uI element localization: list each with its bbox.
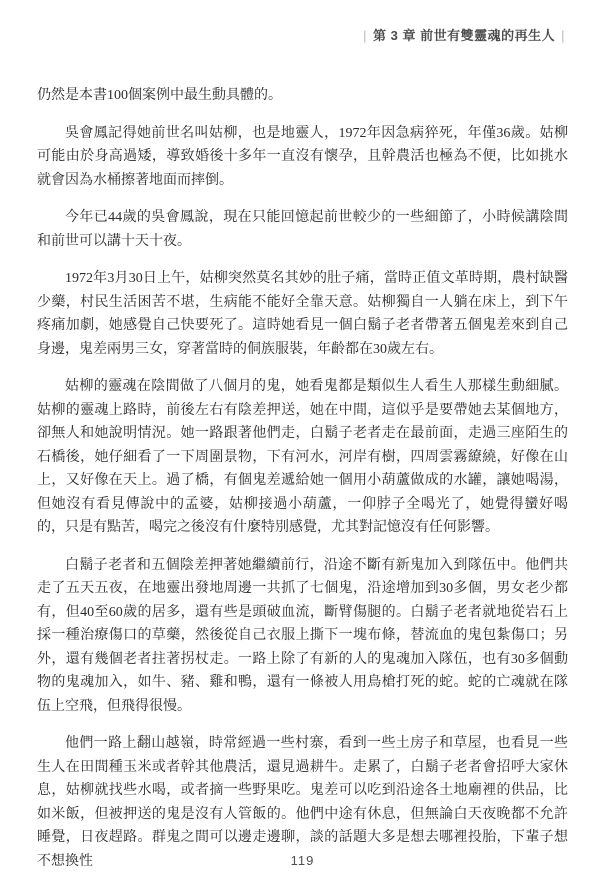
body-paragraph: 仍然是本書100個案例中最生動具體的。: [37, 88, 282, 103]
body-paragraph: 白鬍子老者和五個陰差押著她繼續前行，沿途不斷有新鬼加入到隊伍中。他們共走了五天五夜，在地靈出發地周邊一共抓了七個鬼，沿途增加到30多個，男女老少都有，但40至60歲的居多，還有些是頭破血流，斷臂傷腿的。白鬍子老者就地從岩石上採一種治療傷口的草藥，然後從自己衣服上撕下一塊布條，替流血的鬼包紮傷口；另外，還有幾個老者拄著拐杖走。一路上除了有新的人的鬼魂加入隊伍，也有30多個動物的鬼魂加入，如牛、豬、雞和鴨，還有一條被人用鳥槍打死的蛇。蛇的亡魂就在隊伍上空飛，但飛得很慢。: [37, 557, 568, 714]
running-header: [357, 28, 571, 44]
chapter-title: 第 3 章 前世有雙靈魂的再生人: [373, 28, 556, 43]
header-divider-left: |: [363, 28, 368, 43]
body-paragraph: 姑柳的靈魂在陰間做了八個月的鬼，她看鬼都是類似生人看生人那樣生動細膩。姑柳的靈魂上路時，前後左右有陰差押送，她在中間，這似乎是要帶她去某個地方，卻無人和她說明情況。她一路跟著他們走，白鬍子老者走在最前面，走過三座陌生的石橋後，她仔細看了一下周圍景物，下有河水，河岸有樹，四周雲霧繚繞，好像在山上，又好像在天上。過了橋，有個鬼差遞給她一個用小葫蘆做成的水罐，讓她喝湯，但她沒有看見傳說中的孟婆，姑柳接過小葫蘆，一仰脖子全喝光了，她覺得蠻好喝的，只是有點苦，喝完之後沒有什麼特別感覺，尤其對記憶沒有任何影響。: [37, 379, 568, 535]
body-text: [37, 84, 568, 887]
page-number: 119: [290, 853, 315, 868]
page-footer: [0, 853, 605, 868]
body-paragraph: 吳會鳳記得她前世名叫姑柳，也是地靈人，1972年因急病猝死，年僅36歲。姑柳可能由於身高過矮，導致婚後十多年一直沒有懷孕，且幹農活也極為不便，比如挑水就會因為水桶擦著地面而摔倒。: [37, 125, 568, 188]
body-paragraph: 他們一路上翻山越嶺，時常經過一些村寨，看到一些土房子和草屋，也看見一些生人在田間種玉米或者幹其他農活，還見過耕牛。走累了，白鬍子老者會招呼大家休息，姑柳就找些水喝，或者摘一些野果吃。鬼差可以吃到沿途各土地廟裡的供品，比如米飯，但被押送的鬼是沒有人管飯的。他們中途有休息，但無論白天夜晚都不允許睡覺，日夜趕路。群鬼之間可以邊走邊聊，談的話題大多是想去哪裡投胎，下輩子想不想換性: [37, 736, 568, 869]
body-paragraph: 今年已44歲的吳會鳳說，現在只能回憶起前世較少的一些細節了，小時候講陰間和前世可以講十天十夜。: [37, 210, 568, 249]
header-divider-right: |: [561, 28, 565, 43]
body-paragraph: 1972年3月30日上午，姑柳突然莫名其妙的肚子痛，當時正值文革時期，農村缺醫少藥，村民生活困苦不堪，生病能不能好全靠天意。姑柳獨自一人躺在床上，到下午疼痛加劇，她感覺自己快要死了。這時她看見一個白鬍子老者帶著五個鬼差來到自己身邊，鬼差兩男三女，穿著當時的侗族服裝，年齡都在30歲左右。: [37, 271, 568, 357]
